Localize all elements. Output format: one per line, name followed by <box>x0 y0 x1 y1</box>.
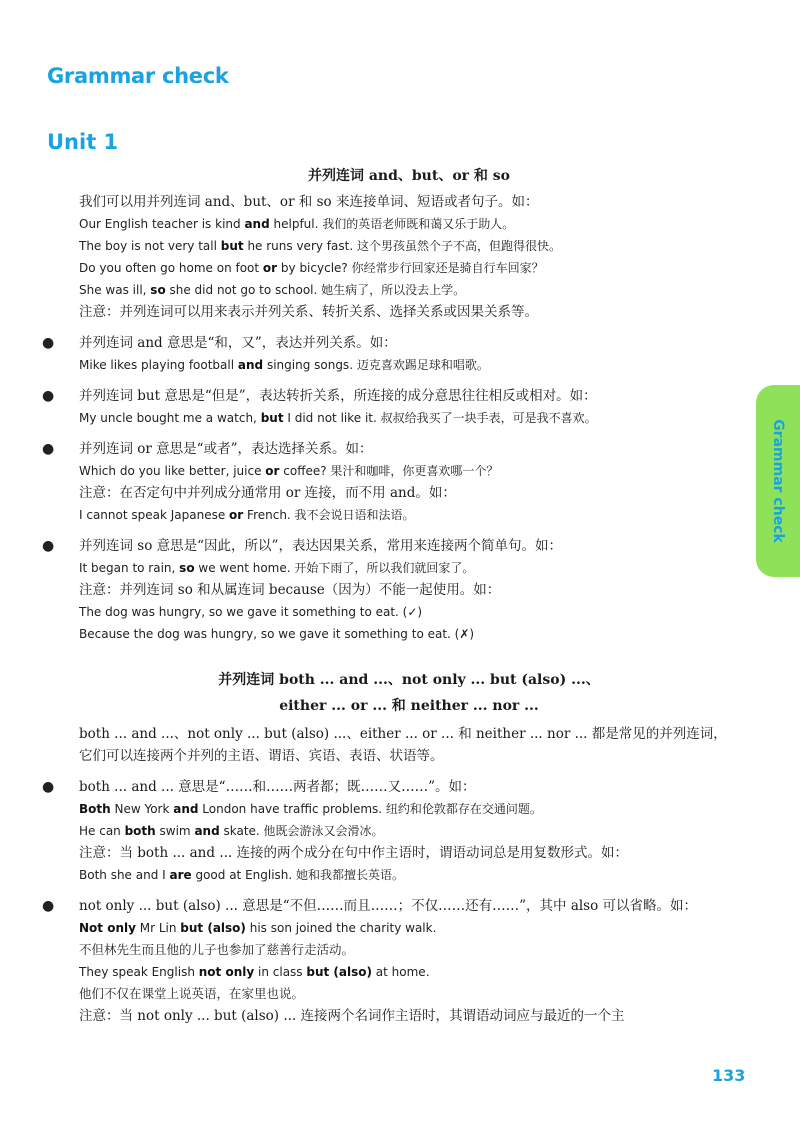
section2-intro: both ... and ...、not only ... but (also) ...、either ... or ... 和 neither ... nor ... 都是常见的并列连词，它们可以连接两个并列的主语、谓语、宾语、表语、状语等。 <box>79 726 727 764</box>
bullet-item-not-only-but-also <box>42 895 739 1027</box>
page-number: 133 <box>712 1066 746 1085</box>
example-line: Which do you like better, juice or coffee? 果汁和咖啡，你更喜欢哪一个？ <box>79 464 499 478</box>
section2-title-line2: either ... or ... 和 neither ... nor ... <box>279 698 539 714</box>
side-tab-label: Grammar check <box>770 419 786 543</box>
bullet-note: 注意：当 not only ... but (also) ... 连接两个名词作主语时，其谓语动词应与最近的一个主 <box>79 1008 625 1024</box>
example-line: Our English teacher is kind and helpful. 我们的英语老师既和蔼又乐于助人。 <box>79 217 515 231</box>
bullet-dot: ● <box>42 779 55 795</box>
example-line: Mike likes playing football and singing songs. 迈克喜欢踢足球和唱歌。 <box>79 358 489 372</box>
bullet-item-and <box>42 332 739 376</box>
bullet-item-or <box>42 438 739 526</box>
bullet-dot: ● <box>42 388 55 404</box>
example-line: Not only Mr Lin but (also) his son joined the charity walk. <box>79 921 437 935</box>
bullet-dot: ● <box>42 538 55 554</box>
example-line: Do you often go home on foot or by bicycle? 你经常步行回家还是骑自行车回家？ <box>79 261 544 275</box>
section1-intro: 我们可以用并列连词 and、but、or 和 so 来连接单词、短语或者句子。如： <box>79 194 539 210</box>
bullet-note: 注意：并列连词 so 和从属连词 because（因为）不能一起使用。如： <box>79 582 501 598</box>
example-line: Both she and I are good at English. 她和我都擅长英语。 <box>79 868 405 882</box>
side-tab <box>756 385 800 577</box>
bullet-note: 注意：当 both ... and ... 连接的两个成分在句中作主语时，谓语动词总是用复数形式。如： <box>79 845 628 861</box>
example-line: He can both swim and skate. 他既会游泳又会滑冰。 <box>79 824 384 838</box>
example-line: She was ill, so she did not go to school. 她生病了，所以没去上学。 <box>79 283 466 297</box>
unit-heading: Unit 1 <box>47 130 119 154</box>
bullet-heading: 并列连词 so 意思是“因此，所以”，表达因果关系，常用来连接两个简单句。如： <box>79 538 562 554</box>
example-line: My uncle bought me a watch, but I did not like it. 叔叔给我买了一块手表，可是我不喜欢。 <box>79 411 597 425</box>
bullet-heading: 并列连词 but 意思是“但是”，表达转折关系，所连接的成分意思往往相反或相对。如： <box>79 388 597 404</box>
bullet-note: 注意：在否定句中并列成分通常用 or 连接，而不用 and。如： <box>79 485 456 501</box>
bullet-dot: ● <box>42 441 55 457</box>
example-translation: 他们不仅在课堂上说英语，在家里也说。 <box>79 986 305 1001</box>
bullet-item-but <box>42 385 739 429</box>
example-line: It began to rain, so we went home. 开始下雨了，所以我们就回家了。 <box>79 561 475 575</box>
bullet-heading: not only ... but (also) ... 意思是“不但……而且……；不仅……还有……”，其中 also 可以省略。如： <box>79 898 698 914</box>
example-line: The boy is not very tall but he runs very fast. 这个男孩虽然个子不高，但跑得很快。 <box>79 239 561 253</box>
example-line-incorrect: Because the dog was hungry, so we gave it something to eat. (✗) <box>79 627 475 641</box>
bullet-dot: ● <box>42 898 55 914</box>
example-line: I cannot speak Japanese or French. 我不会说日语和法语。 <box>79 508 415 522</box>
section1-note: 注意：并列连词可以用来表示并列关系、转折关系、选择关系或因果关系等。 <box>79 304 538 320</box>
example-line: Both New York and London have traffic problems. 纽约和伦敦都存在交通问题。 <box>79 802 542 816</box>
example-translation: 不但林先生而且他的儿子也参加了慈善行走活动。 <box>79 942 355 957</box>
bullet-dot: ● <box>42 335 55 351</box>
bullet-item-so <box>42 535 739 645</box>
bullet-heading: 并列连词 or 意思是“或者”，表达选择关系。如： <box>79 441 373 457</box>
page-heading: Grammar check <box>47 64 229 88</box>
section2-title-line1: 并列连词 both ... and ...、not only ... but (also) ...、 <box>218 672 600 688</box>
section1-title: 并列连词 and、but、or 和 so <box>307 168 511 184</box>
bullet-heading: 并列连词 and 意思是“和，又”，表达并列关系。如： <box>79 335 397 351</box>
bullet-heading: both ... and ... 意思是“……和……两者都；既……又……”。如： <box>79 779 476 795</box>
example-line-correct: The dog was hungry, so we gave it something to eat. (✓) <box>79 605 423 619</box>
bullet-item-both-and <box>42 776 739 886</box>
example-line: They speak English not only in class but (also) at home. <box>79 965 430 979</box>
content <box>42 165 739 1027</box>
